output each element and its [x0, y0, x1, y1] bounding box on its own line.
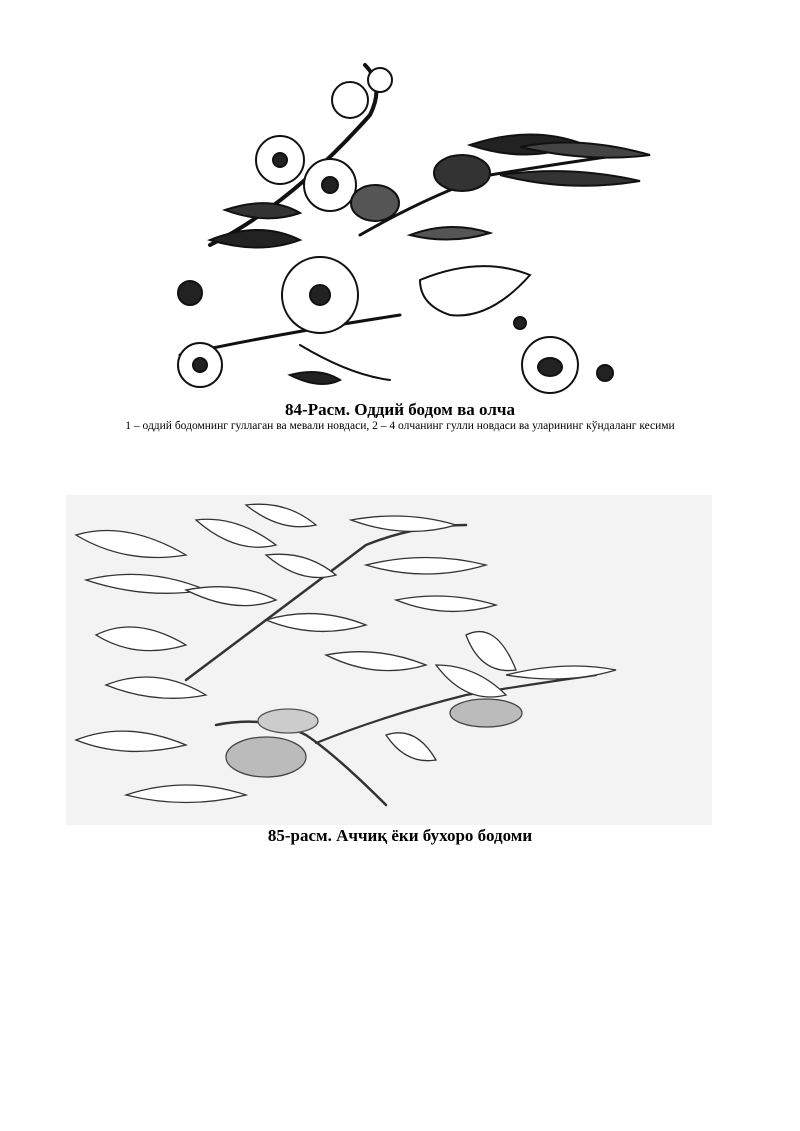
figure-84-caption-title: 84-Расм. Оддий бодом ва олча — [285, 400, 515, 419]
bitter-almond-drawing — [66, 495, 712, 825]
almond-cherry-drawing — [150, 55, 670, 400]
figure-85-caption-title: 85-расм. Аччиқ ёки бухоро бодоми — [267, 826, 533, 845]
figure-84-illustration — [150, 55, 670, 400]
figure-84-caption-description: 1 – оддий бодомнинг гуллаган ва мевали новдаси, 2 – 4 олчанинг гулли новдаси ва уларининг кўндаланг кесими — [125, 420, 675, 432]
figure-85-illustration — [66, 495, 712, 825]
